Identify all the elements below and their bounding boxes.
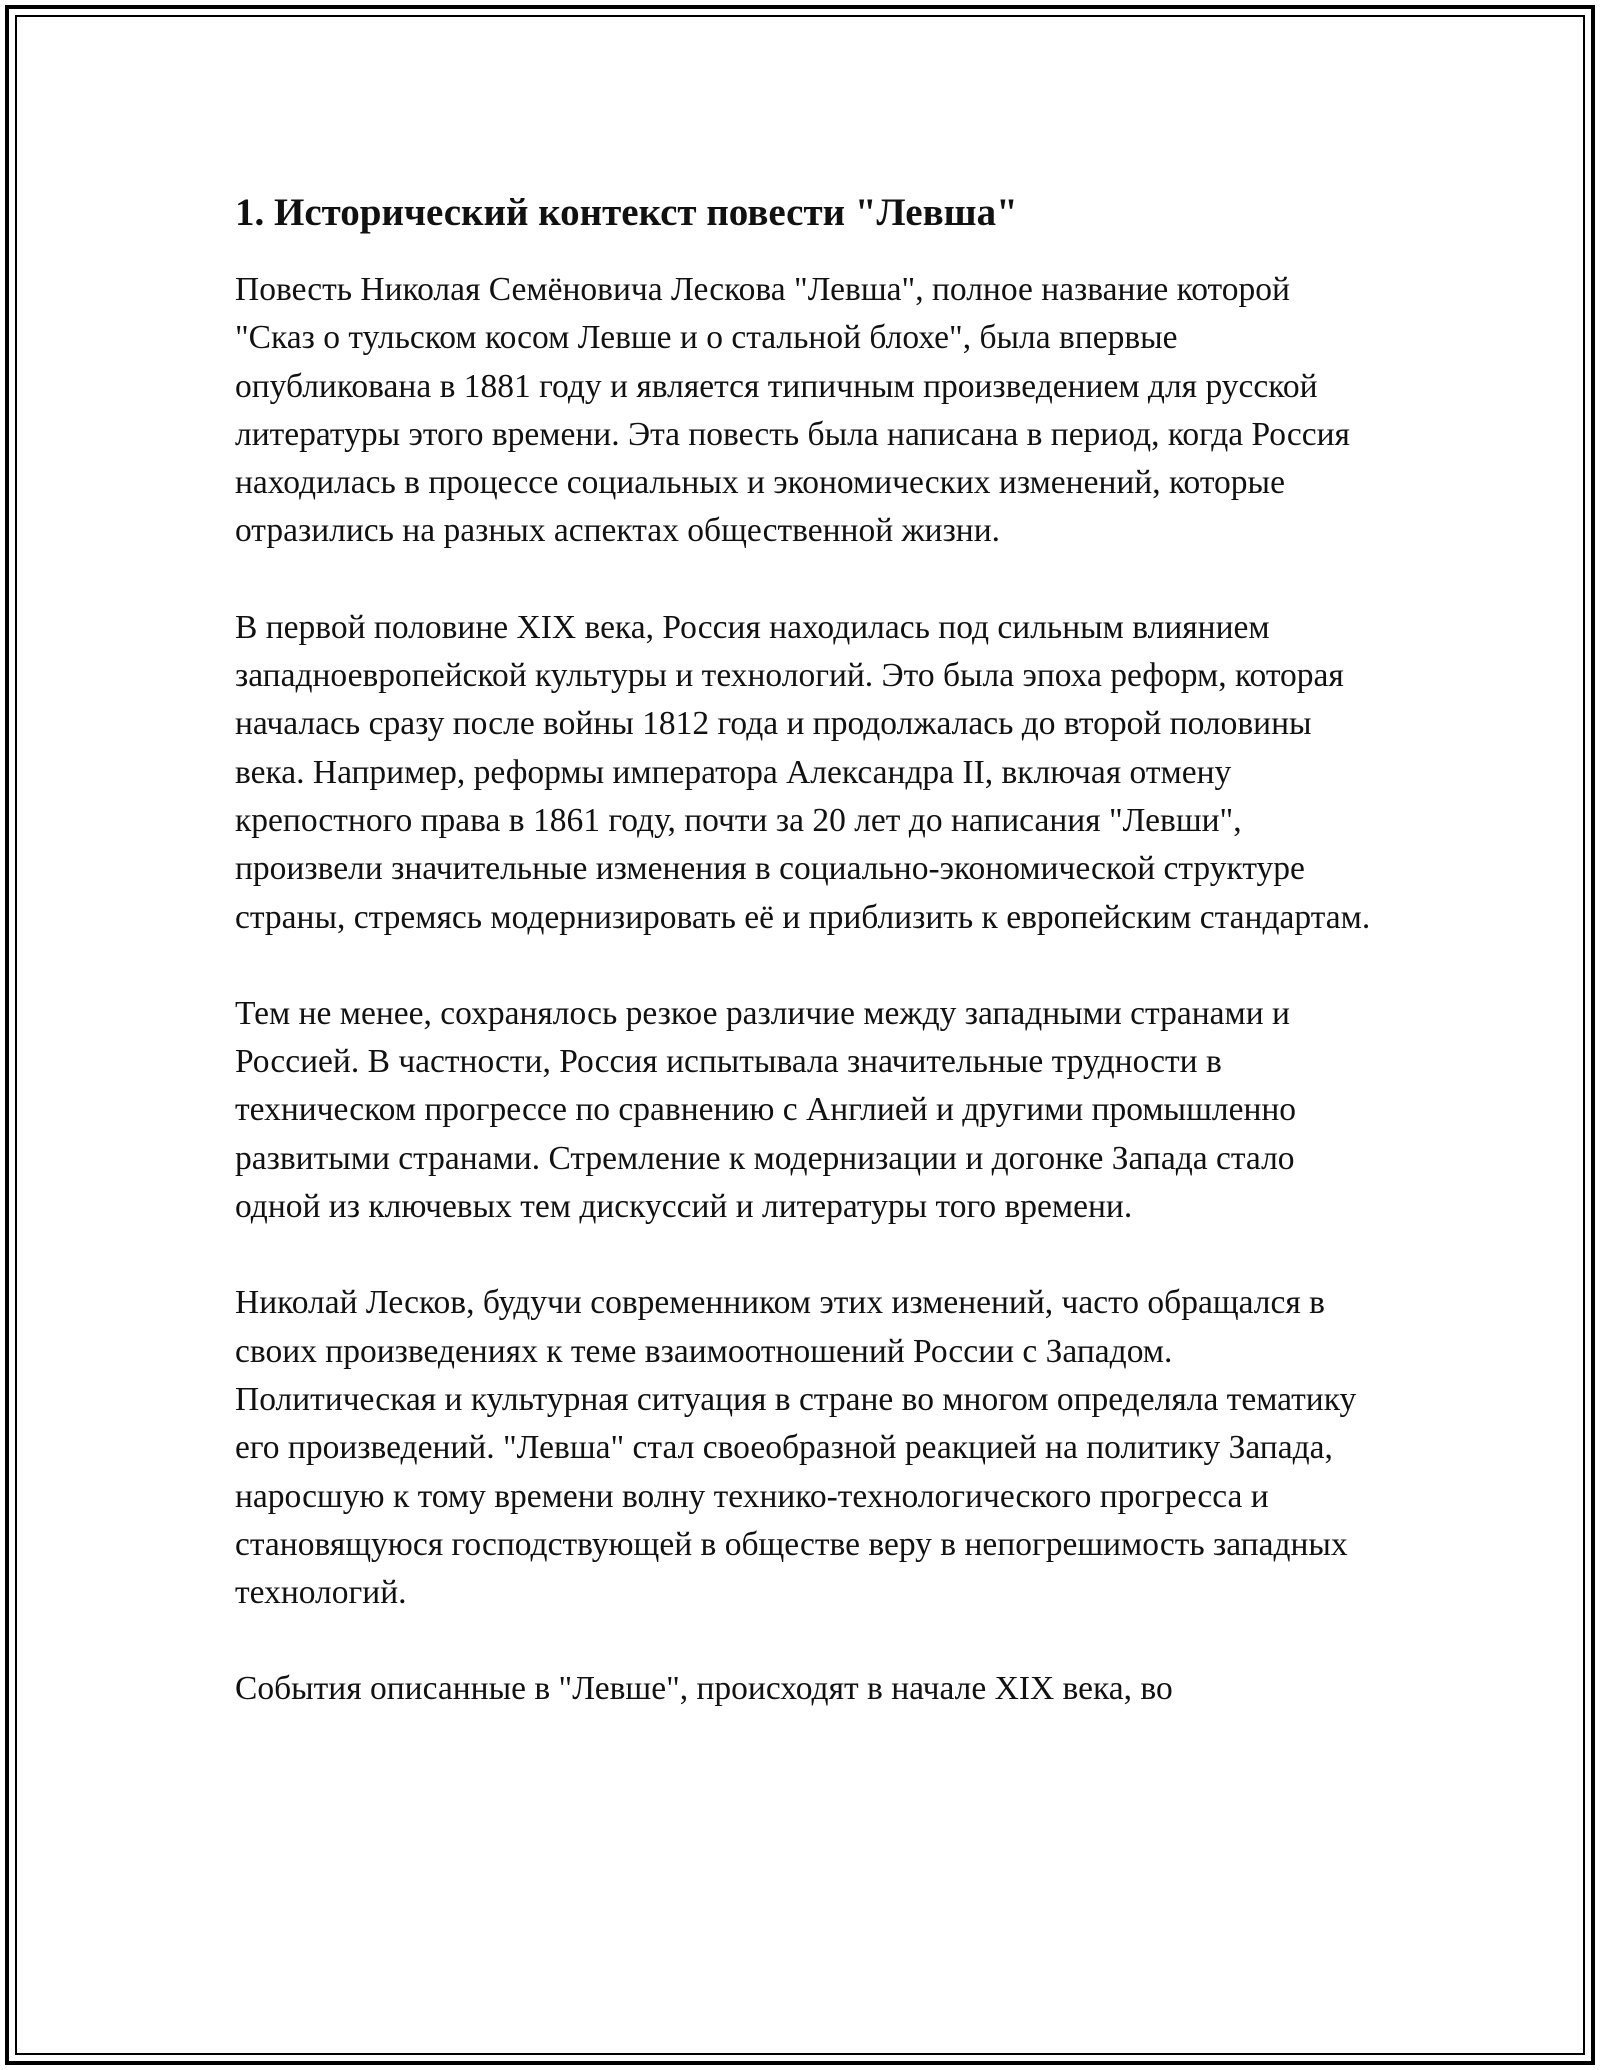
document-body [235, 188, 1375, 1762]
section-heading: 1. Исторический контекст повести "Левша" [235, 191, 1018, 234]
paragraph-1: Повесть Николая Семёновича Лескова "Левша", полное название которой "Сказ о тульском косом Левше и о стальной блохе", была впервые опубликована в 1881 году и является типичным произведением для русской литературы этого времени. Эта повесть была написана в период, когда Россия находилась в процессе социальных и экономических изменений, которые отразились на разных аспектах общественной жизни. [235, 271, 1350, 550]
paragraph-4: Николай Лесков, будучи современником этих изменений, часто обращался в своих произведениях к теме взаимоотношений России с Западом. Политическая и культурная ситуация в стране во многом определяла тематику его произведений. "Левша" стал своеобразной реакцией на политику Запада, наросшую к тому времени волну технико-технологического прогресса и становящуюся господствующей в обществе веру в непогрешимость западных технологий. [235, 1284, 1357, 1612]
paragraph-5: События описанные в "Левше", происходят в начале XIX века, во [235, 1670, 1173, 1708]
paragraph-3: Тем не менее, сохранялось резкое различие между западными странами и Россией. В частности, Россия испытывала значительные трудности в техническом прогрессе по сравнению с Англией и другими промышленно развитыми странами. Стремление к модернизации и догонке Запада стало одной из ключевых тем дискуссий и литературы того времени. [235, 994, 1297, 1226]
paragraph-2: В первой половине XIX века, Россия находилась под сильным влиянием западноевропейской культуры и технологий. Это была эпоха реформ, которая началась сразу после войны 1812 года и продолжалась до второй половины века. Например, реформы императора Александра II, включая отмену крепостного права в 1861 году, почти за 20 лет до написания "Левши", произвели значительные изменения в социально-экономической структуре страны, стремясь модернизировать её и приблизить к европейским стандартам. [235, 608, 1371, 936]
